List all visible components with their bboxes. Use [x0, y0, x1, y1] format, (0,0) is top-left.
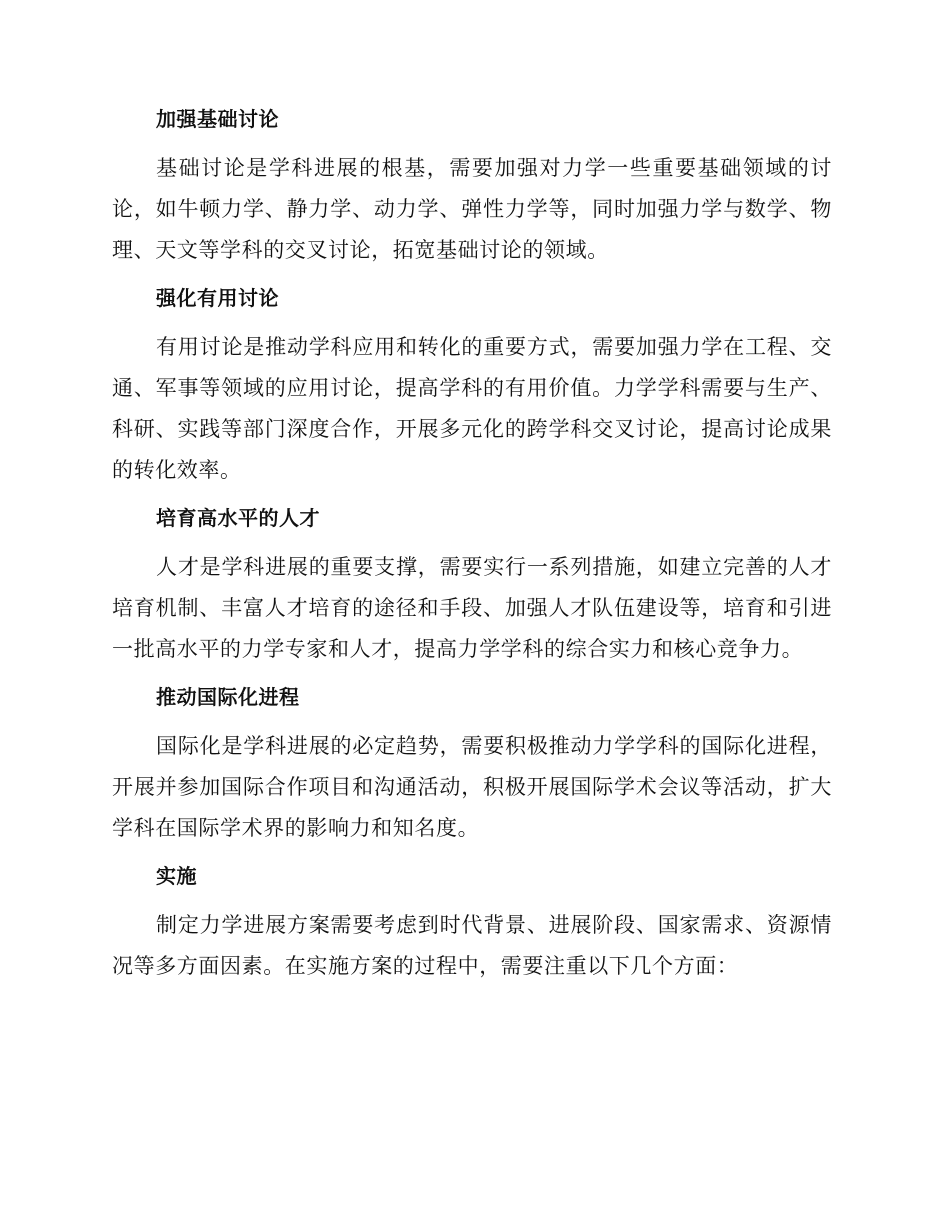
section-paragraph: 有用讨论是推动学科应用和转化的重要方式，需要加强力学在工程、交通、军事等领域的应用讨论，提高学科的有用价值。力学学科需要与生产、科研、实践等部门深度合作，开展多元化的跨学科交叉讨论，提高讨论成果的转化效率。 — [112, 335, 832, 482]
section-paragraph: 基础讨论是学科进展的根基，需要加强对力学一些重要基础领域的讨论，如牛顿力学、静力学、动力学、弹性力学等，同时加强力学与数学、物理、天文等学科的交叉讨论，拓宽基础讨论的领域。 — [112, 156, 832, 262]
document-page — [112, 104, 832, 999]
section-paragraph: 制定力学进展方案需要考虑到时代背景、进展阶段、国家需求、资源情况等多方面因素。在实施方案的过程中，需要注重以下几个方面： — [112, 913, 832, 978]
section-heading: 强化有用讨论 — [156, 286, 279, 310]
section-paragraph: 国际化是学科进展的必定趋势，需要积极推动力学学科的国际化进程，开展并参加国际合作项目和沟通活动，积极开展国际学术会议等活动，扩大学科在国际学术界的影响力和知名度。 — [112, 734, 832, 840]
section-heading: 实施 — [156, 864, 197, 888]
section-paragraph: 人才是学科进展的重要支撑，需要实行一系列措施，如建立完善的人才培育机制、丰富人才培育的途径和手段、加强人才队伍建设等，培育和引进一批高水平的力学专家和人才，提高力学学科的综合实力和核心竞争力。 — [112, 555, 832, 661]
section-heading: 加强基础讨论 — [156, 107, 279, 131]
section-heading: 推动国际化进程 — [156, 685, 300, 709]
section-heading: 培育高水平的人才 — [156, 506, 320, 530]
